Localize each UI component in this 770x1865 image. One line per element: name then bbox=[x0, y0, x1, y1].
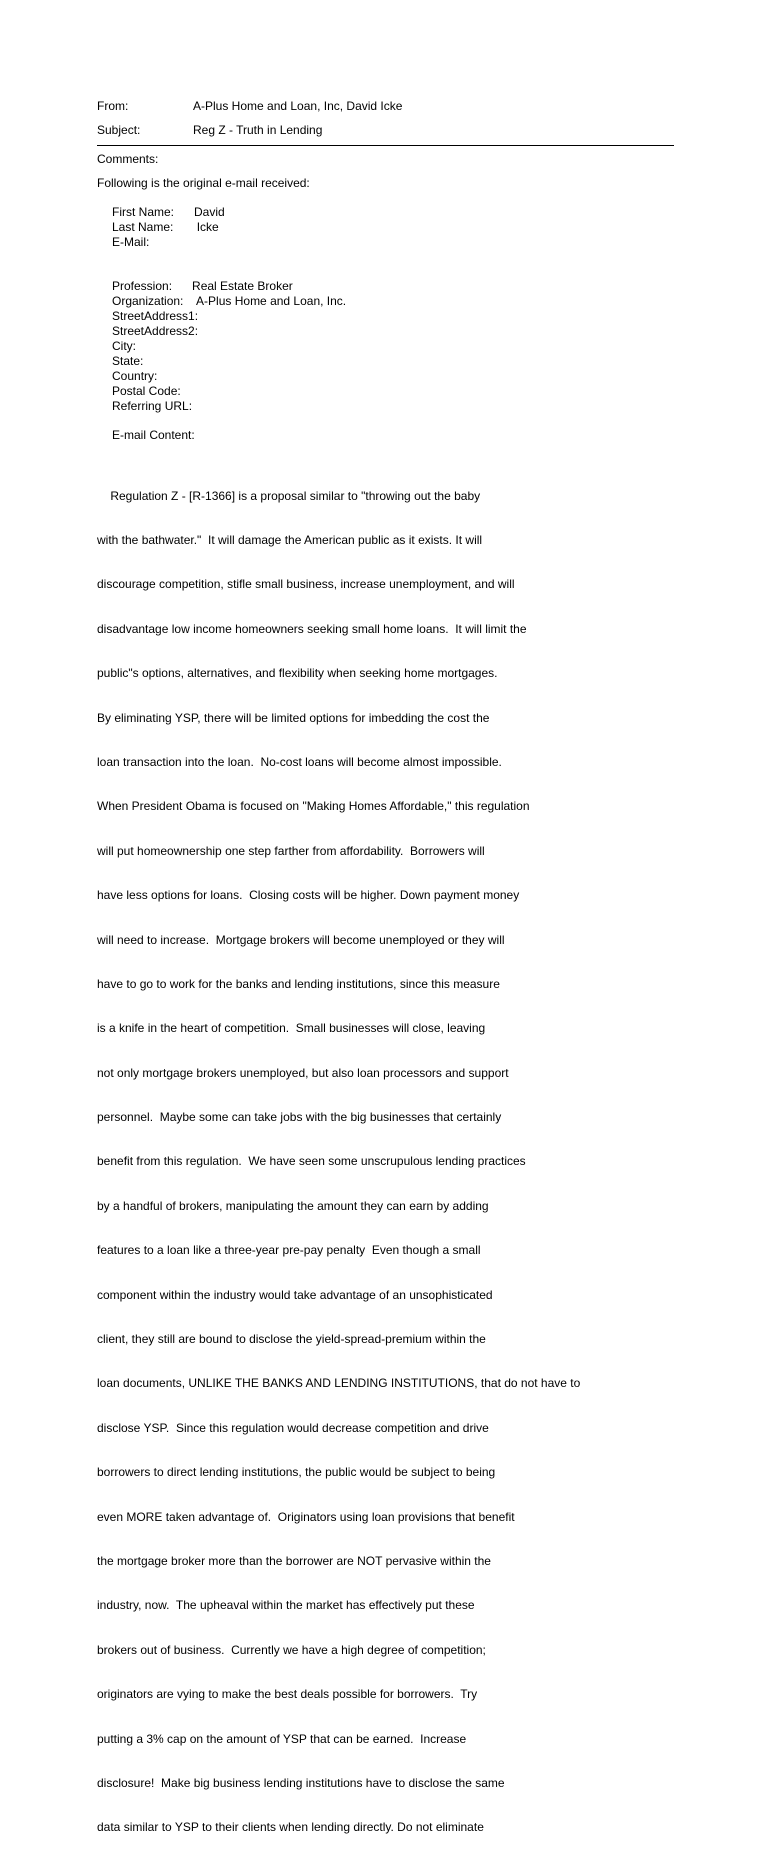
subject-row bbox=[97, 123, 322, 138]
from-label: From: bbox=[97, 99, 129, 113]
body-line: by a handful of brokers, manipulating the amount they can earn by adding bbox=[97, 1198, 489, 1213]
body-line: with the bathwater." It will damage the American public as it exists. It will bbox=[97, 532, 483, 547]
email-field: E-Mail: bbox=[112, 235, 150, 249]
body-line: have less options for loans. Closing costs will be higher. Down payment money bbox=[97, 888, 520, 903]
body-line: Regulation Z - [R-1366] is a proposal similar to "throwing out the baby bbox=[97, 488, 481, 503]
intro-text: Following is the original e-mail received: bbox=[97, 176, 310, 190]
body-line: borrowers to direct lending institutions, the public would be subject to being bbox=[97, 1465, 496, 1480]
state-field: State: bbox=[112, 354, 144, 368]
body-line: putting a 3% cap on the amount of YSP that can be earned. Increase bbox=[97, 1731, 467, 1746]
body-line: disadvantage low income homeowners seeking small home loans. It will limit the bbox=[97, 621, 527, 636]
from-value: A-Plus Home and Loan, Inc, David Icke bbox=[193, 99, 403, 113]
body-line: industry, now. The upheaval within the market has effectively put these bbox=[97, 1598, 475, 1613]
last-name-field: Last Name: Icke bbox=[112, 220, 219, 234]
body-line: disclose YSP. Since this regulation would decrease competition and drive bbox=[97, 1420, 489, 1435]
email-content-label: E-mail Content: bbox=[112, 428, 195, 442]
body-line: even MORE taken advantage of. Originators using loan provisions that benefit bbox=[97, 1509, 515, 1524]
first-name-field: First Name: David bbox=[112, 205, 225, 219]
body-line: client, they still are bound to disclose the yield-spread-premium within the bbox=[97, 1332, 486, 1347]
header-divider bbox=[97, 145, 674, 146]
body-line: will put homeownership one step farther from affordability. Borrowers will bbox=[97, 843, 485, 858]
subject-label: Subject: bbox=[97, 123, 141, 137]
body-line: disclosure! Make big business lending institutions have to disclose the same bbox=[97, 1775, 505, 1790]
profession-field: Profession: Real Estate Broker bbox=[112, 279, 293, 293]
body-line: When President Obama is focused on "Making Homes Affordable," this regulation bbox=[97, 799, 530, 814]
street1-field: StreetAddress1: bbox=[112, 309, 199, 323]
organization-field: Organization: A-Plus Home and Loan, Inc. bbox=[112, 294, 347, 308]
country-field: Country: bbox=[112, 369, 158, 383]
body-line: features to a loan like a three-year pre-pay penalty Even though a small bbox=[97, 1243, 481, 1258]
city-field: City: bbox=[112, 339, 136, 353]
body-line: public"s options, alternatives, and flexibility when seeking home mortgages. bbox=[97, 666, 498, 681]
body-line: brokers out of business. Currently we have a high degree of competition; bbox=[97, 1642, 486, 1657]
body-line: not only mortgage brokers unemployed, but also loan processors and support bbox=[97, 1065, 509, 1080]
body-line: is a knife in the heart of competition. Small businesses will close, leaving bbox=[97, 1021, 486, 1036]
body-line: By eliminating YSP, there will be limited options for imbedding the cost the bbox=[97, 710, 490, 725]
body-line: will need to increase. Mortgage brokers will become unemployed or they will bbox=[97, 932, 505, 947]
referring-url-field: Referring URL: bbox=[112, 399, 193, 413]
body-line: component within the industry would take advantage of an unsophisticated bbox=[97, 1287, 493, 1302]
body-line: personnel. Maybe some can take jobs with the big businesses that certainly bbox=[97, 1110, 502, 1125]
body-line: originators are vying to make the best deals possible for borrowers. Try bbox=[97, 1687, 478, 1702]
body-line: have to go to work for the banks and lending institutions, since this measure bbox=[97, 976, 500, 991]
body-line: loan transaction into the loan. No-cost loans will become almost impossible. bbox=[97, 754, 502, 769]
subject-value: Reg Z - Truth in Lending bbox=[193, 123, 323, 137]
email-body bbox=[97, 459, 717, 1865]
street2-field: StreetAddress2: bbox=[112, 324, 199, 338]
body-line: the mortgage broker more than the borrower are NOT pervasive within the bbox=[97, 1553, 491, 1568]
body-line: benefit from this regulation. We have seen some unscrupulous lending practices bbox=[97, 1154, 526, 1169]
comments-label: Comments: bbox=[97, 152, 159, 166]
body-line: data similar to YSP to their clients when lending directly. Do not eliminate bbox=[97, 1820, 484, 1835]
body-line: loan documents, UNLIKE THE BANKS AND LENDING INSTITUTIONS, that do not have to bbox=[97, 1376, 581, 1391]
from-row bbox=[97, 99, 402, 114]
postal-code-field: Postal Code: bbox=[112, 384, 181, 398]
body-line: discourage competition, stifle small business, increase unemployment, and will bbox=[97, 577, 515, 592]
